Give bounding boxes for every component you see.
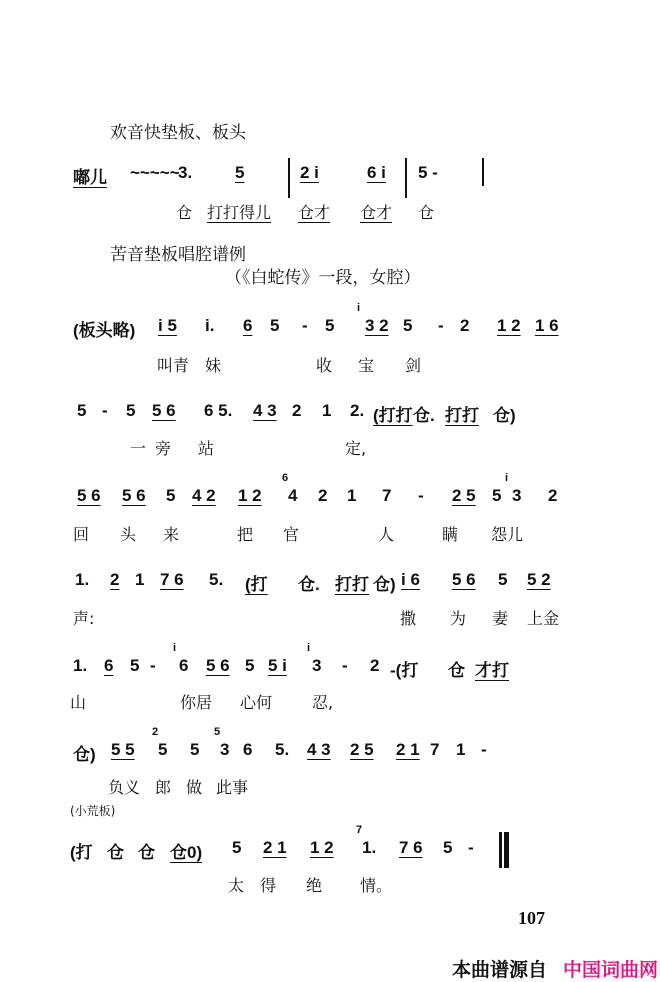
score-note: - (418, 486, 424, 505)
score-note: - (150, 656, 156, 675)
lyric-syllable: 太 (228, 876, 245, 895)
score-note: 仓 (107, 843, 124, 862)
barline (288, 158, 290, 198)
score-note: 5 (158, 740, 168, 759)
score-note: 5 6 (122, 486, 146, 505)
lyric-syllable: 旁 (155, 439, 172, 458)
score-note: 5 (130, 656, 140, 675)
score-note: 3 (220, 740, 230, 759)
lyric-syllable: 得 (260, 876, 277, 895)
score-note: 5 6 (152, 401, 176, 420)
percussion-syllable: 仓 (176, 203, 193, 222)
score-note: 5 6 (452, 570, 476, 589)
score-note: i 6 (401, 570, 420, 589)
score-note: 5 (126, 401, 136, 420)
lyric-syllable: 心何 (240, 693, 273, 712)
lyric-syllable: 你居 (180, 693, 213, 712)
score-note: 7 (382, 486, 392, 505)
score-note: 2 (460, 316, 470, 335)
score-note: 4 (288, 486, 298, 505)
score-note: 1. (362, 838, 377, 857)
score-note: 5. (209, 570, 224, 589)
tempo-label: (小荒板) (70, 804, 116, 818)
score-note: 2 (318, 486, 328, 505)
score-note: 1 (322, 401, 332, 420)
source-label: 本曲谱源自 (452, 959, 548, 981)
lyric-syllable: 来 (163, 525, 180, 544)
score-note: 2 (548, 486, 558, 505)
score-note: 1 2 (238, 486, 262, 505)
site-name[interactable]: 中国词曲网 (563, 959, 659, 981)
score-note: 1 (347, 486, 357, 505)
grace-note: 2 (152, 726, 159, 738)
lyric-syllable: 瞒 (442, 525, 459, 544)
lyric-syllable: 怨儿 (491, 525, 524, 544)
lyric-syllable: 上金 (527, 609, 560, 628)
lyric-syllable: 定, (345, 439, 367, 458)
score-note: 1 (456, 740, 466, 759)
score-note: - (468, 838, 474, 857)
intro-note: 5 (235, 163, 245, 182)
score-note: i 5 (158, 316, 177, 335)
grace-note: i (357, 302, 361, 314)
lyric-syllable: 回 (73, 525, 90, 544)
intro-note: 嘟儿 (73, 168, 107, 187)
score-note: 2 (110, 570, 120, 589)
score-note: (打 (245, 575, 268, 594)
lyric-syllable: 头 (120, 525, 137, 544)
lyric-syllable: 宝 (358, 356, 375, 375)
score-note: 7 (430, 740, 440, 759)
score-note: 仓0) (170, 843, 203, 862)
grace-note: i (307, 642, 311, 654)
score-note: 5 (270, 316, 280, 335)
score-note: 1 2 (310, 838, 334, 857)
section-heading: 欢音快垫板、板头 (110, 123, 246, 143)
score-note: 3 (312, 656, 322, 675)
score-note: 5 6 (206, 656, 230, 675)
score-note: - (481, 740, 487, 759)
score-note: -(打 (390, 661, 419, 680)
intro-note: 5 - (418, 163, 438, 182)
barline (502, 832, 509, 868)
score-note: 仓) (373, 575, 396, 594)
score-note: 打打 (335, 575, 369, 594)
score-note: 2 (292, 401, 302, 420)
barline (482, 158, 484, 186)
lyric-syllable: 绝 (306, 876, 323, 895)
score-note: 仓. (298, 575, 320, 594)
score-note: 打打 (445, 406, 479, 425)
score-note: 1 6 (535, 316, 559, 335)
score-note: 仓) (493, 406, 516, 425)
score-note: - (302, 316, 308, 335)
score-note: 1 2 (497, 316, 521, 335)
lyric-syllable: 把 (237, 525, 254, 544)
intro-note: 3. (178, 163, 193, 182)
score-note: 7 6 (160, 570, 184, 589)
score-note: 才打 (475, 661, 509, 680)
grace-note: i (173, 642, 177, 654)
lyric-syllable: 妹 (205, 356, 222, 375)
score-note: 5 (77, 401, 87, 420)
score-note: 6 (104, 656, 114, 675)
grace-note: 7 (356, 824, 363, 836)
lyric-syllable: 人 (378, 525, 395, 544)
score-note: - (438, 316, 444, 335)
score-note: - (102, 401, 108, 420)
score-note: 6 (179, 656, 189, 675)
score-note: 5 i (268, 656, 287, 675)
lyric-syllable: 收 (316, 356, 333, 375)
grace-note: i (505, 472, 509, 484)
grace-note: 5 (214, 726, 221, 738)
score-note: 2 1 (396, 740, 420, 759)
lyric-syllable: 负义 (108, 778, 141, 797)
lyric-syllable: 做 (186, 778, 203, 797)
percussion-syllable: 仓才 (298, 203, 331, 222)
page-number: 107 (518, 908, 545, 928)
lyric-syllable: 一 (130, 439, 147, 458)
score-note: 仓. (413, 406, 435, 425)
piece-subtitle: （《白蛇传》一段，女腔） (225, 268, 421, 288)
lyric-syllable: 站 (198, 439, 215, 458)
score-note: 5 (232, 838, 242, 857)
score-note: 5 2 (527, 570, 551, 589)
score-note: 5 (325, 316, 335, 335)
score-note: 5. (275, 740, 290, 759)
score-note: 2 (370, 656, 380, 675)
lyric-syllable: 为 (450, 609, 467, 628)
score-note: 4 3 (253, 401, 277, 420)
score-note: 2 1 (263, 838, 287, 857)
lyric-syllable: 郎 (155, 778, 172, 797)
score-note: 5 (492, 486, 502, 505)
grace-note: 6 (282, 472, 289, 484)
lyric-syllable: 撒 (400, 609, 417, 628)
score-note: 5 5 (111, 740, 135, 759)
score-note: - (342, 656, 348, 675)
section-heading: 苦音垫板唱腔谱例 (110, 245, 246, 265)
percussion-syllable: 仓才 (360, 203, 393, 222)
score-note: (打打 (373, 406, 413, 425)
score-note: 1. (75, 570, 90, 589)
lyric-syllable: 山 (70, 693, 87, 712)
score-note: 仓 (448, 661, 465, 680)
lyric-syllable: 声: (73, 609, 95, 628)
score-note: 仓 (138, 843, 155, 862)
lyric-syllable: 叫青 (157, 356, 190, 375)
score-note: 3 2 (365, 316, 389, 335)
score-note: 5 (245, 656, 255, 675)
score-note: 4 3 (307, 740, 331, 759)
score-note: 5 (498, 570, 508, 589)
score-note: 5 (166, 486, 176, 505)
score-note: 2. (350, 401, 365, 420)
score-note: (板头略) (73, 321, 136, 340)
lyric-syllable: 妻 (492, 609, 509, 628)
score-note: 2 5 (452, 486, 476, 505)
score-note: 3 (512, 486, 522, 505)
score-note: 5 (190, 740, 200, 759)
score-note: 2 5 (350, 740, 374, 759)
score-note: 5 (403, 316, 413, 335)
score-note: 5 (443, 838, 453, 857)
lyric-syllable: 剑 (405, 356, 422, 375)
lyric-syllable: 官 (283, 525, 300, 544)
lyric-syllable: 忍, (312, 693, 334, 712)
intro-note: ~~~~~ (130, 163, 180, 182)
score-note: 仓) (73, 745, 96, 764)
score-note: 1 (135, 570, 145, 589)
score-note: 6 (243, 316, 253, 335)
score-note: 7 6 (399, 838, 423, 857)
intro-note: 6 i (367, 163, 386, 182)
score-note: 5 6 (77, 486, 101, 505)
lyric-syllable: 情。 (360, 876, 393, 895)
score-note: 4 2 (192, 486, 216, 505)
score-note: 6 5. (204, 401, 233, 420)
percussion-syllable: 仓 (418, 203, 435, 222)
score-note: 1. (73, 656, 88, 675)
intro-note: 2 i (300, 163, 319, 182)
score-note: (打 (70, 843, 93, 862)
score-note: 6 (243, 740, 253, 759)
lyric-syllable: 此事 (216, 778, 249, 797)
percussion-syllable: 打打得儿 (207, 203, 272, 222)
barline (405, 158, 407, 198)
score-note: i. (205, 316, 215, 335)
